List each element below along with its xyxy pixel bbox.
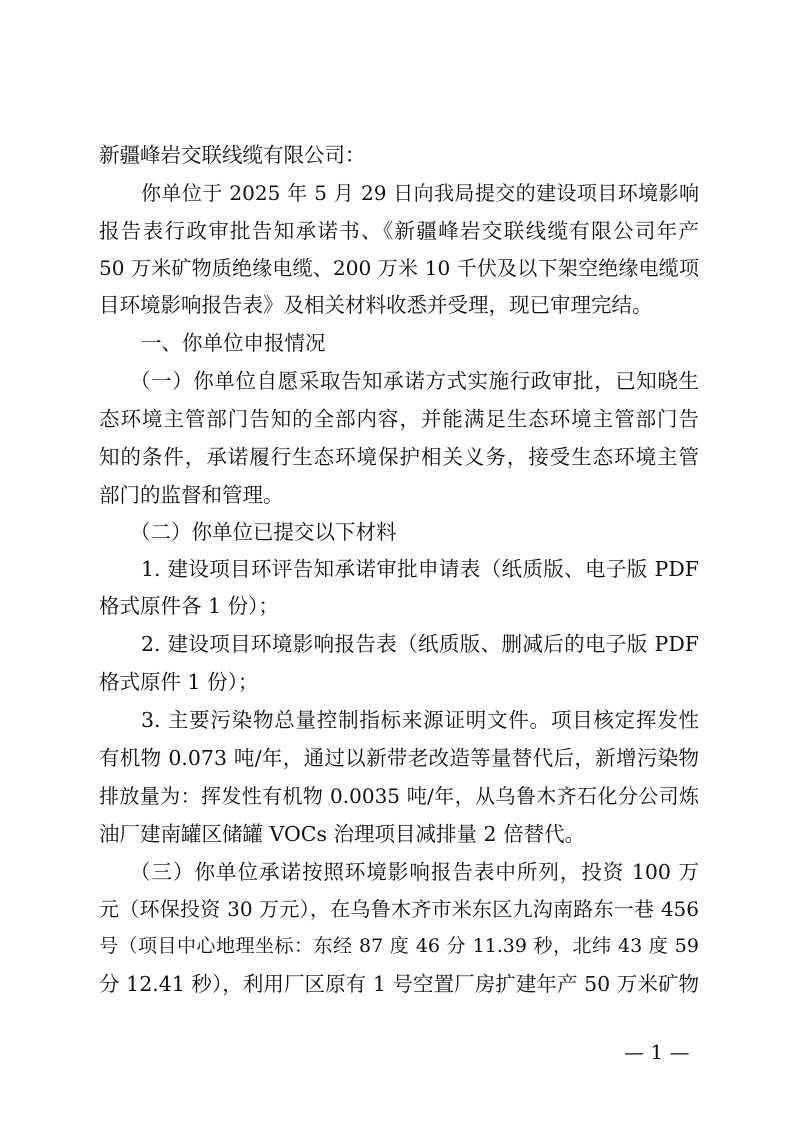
list-item-line: 油厂建南罐区储罐 VOCs 治理项目减排量 2 倍替代。 [99, 822, 586, 846]
paragraph-line: 部门的监督和管理。 [99, 483, 284, 507]
list-item-line: 格式原件各 1 份）； [99, 594, 279, 618]
paragraph-line: （一）你单位自愿采取告知承诺方式实施行政审批，已知晓生 [130, 369, 699, 393]
list-item-line: 3. 主要污染物总量控制指标来源证明文件。项目核定挥发性 [141, 708, 699, 732]
subsection-heading: （二）你单位已提交以下材料 [130, 520, 397, 544]
paragraph-line: 你单位于 2025 年 5 月 29 日向我局提交的建设项目环境影响 [141, 181, 699, 205]
salutation: 新疆峰岩交联线缆有限公司： [99, 143, 366, 167]
paragraph-line: 分 12.41 秒），利用厂区原有 1 号空置厂房扩建年产 50 万米矿物 [99, 972, 699, 996]
paragraph-line: 态环境主管部门告知的全部内容，并能满足生态环境主管部门告 [99, 407, 699, 431]
paragraph-line: 50 万米矿物质绝缘电缆、200 万米 10 千伏及以下架空绝缘电缆项 [99, 256, 699, 280]
list-item-line: 2. 建设项目环境影响报告表（纸质版、删减后的电子版 PDF [141, 632, 699, 656]
page-number: — 1 — [624, 1040, 690, 1064]
section-heading: 一、你单位申报情况 [141, 331, 326, 355]
list-item-line: 有机物 0.073 吨/年，通过以新带老改造等量替代后，新增污染物 [99, 746, 699, 770]
list-item-line: 格式原件 1 份）； [99, 670, 259, 694]
paragraph-line: 元（环保投资 30 万元），在乌鲁木齐市米东区九沟南路东一巷 456 [99, 897, 699, 921]
paragraph-line: （三）你单位承诺按照环境影响报告表中所列，投资 100 万 [130, 860, 699, 884]
paragraph-line: 报告表行政审批告知承诺书、《新疆峰岩交联线缆有限公司年产 [99, 219, 699, 243]
paragraph-line: 知的条件，承诺履行生态环境保护相关义务，接受生态环境主管 [99, 445, 699, 469]
list-item-line: 1. 建设项目环评告知承诺审批申请表（纸质版、电子版 PDF [141, 557, 699, 581]
list-item-line: 排放量为：挥发性有机物 0.0035 吨/年，从乌鲁木齐石化分公司炼 [99, 784, 699, 808]
paragraph-line: 目环境影响报告表》及相关材料收悉并受理，现已审理完结。 [99, 293, 653, 317]
paragraph-line: 号（项目中心地理坐标：东经 87 度 46 分 11.39 秒，北纬 43 度 59 [99, 935, 699, 957]
